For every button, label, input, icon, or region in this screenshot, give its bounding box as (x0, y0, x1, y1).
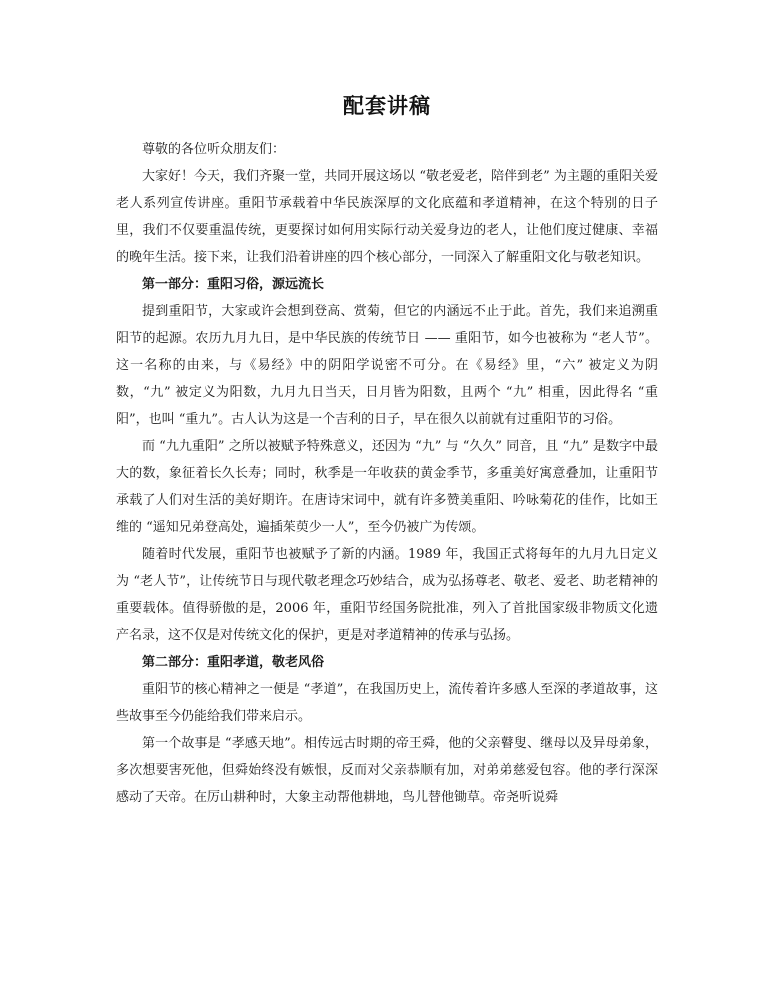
section-2-paragraph: 第一个故事是 “孝感天地”。相传远古时期的帝王舜，他的父亲瞽叟、继母以及异母弟象，多次想要害死他，但舜始终没有嫉恨，反而对父亲恭顺有加，对弟弟慈爱包容。他的孝行深深感动了天帝。在厉山耕种时，大象主动帮他耕地，鸟儿替他锄草。帝尧听说舜 (116, 736, 658, 805)
intro-paragraph: 大家好！今天，我们齐聚一堂，共同开展这场以 “敬老爱老，陪伴到老” 为主题的重阳关爱老人系列宣传讲座。重阳节承载着中华民族深厚的文化底蕴和孝道精神，在这个特别的日子里，我们不仅要重温传统，更要探讨如何用实际行动关爱身边的老人，让他们度过健康、幸福的晚年生活。接下来，让我们沿着讲座的四个核心部分，一同深入了解重阳文化与敬老知识。 (116, 169, 658, 265)
section-2-heading: 第二部分：重阳孝道，敬老风俗 (142, 655, 325, 670)
document-title: 配套讲稿 (343, 93, 431, 118)
section-1-heading: 第一部分：重阳习俗，源远流长 (142, 277, 325, 292)
greeting: 尊敬的各位听众朋友们： (142, 142, 286, 157)
section-1-paragraph: 提到重阳节，大家或许会想到登高、赏菊，但它的内涵远不止于此。首先，我们来追溯重阳节的起源。农历九月九日，是中华民族的传统节日 —— 重阳节，如今也被称为 “老人节”。这一名称的由来，与《易经》中的阴阳学说密不可分。在《易经》里，“六” 被定义为阴数，“九” 被定义为阳数，九月九日当天，日月皆为阳数，且两个 “九” 相重，因此得名 “重阳”，也叫 “重九”。古人认为这是一个吉利的日子，早在很久以前就有过重阳节的习俗。 (116, 304, 658, 427)
section-1-paragraph: 随着时代发展，重阳节也被赋予了新的内涵。1989 年，我国正式将每年的九月九日定义为 “老人节”，让传统节日与现代敬老理念巧妙结合，成为弘扬尊老、敬老、爱老、助老精神的重要载体。值得骄傲的是，2006 年，重阳节经国务院批准，列入了首批国家级非物质文化遗产名录，这不仅是对传统文化的保护，更是对孝道精神的传承与弘扬。 (116, 547, 658, 643)
section-2-paragraph: 重阳节的核心精神之一便是 “孝道”，在我国历史上，流传着许多感人至深的孝道故事，这些故事至今仍能给我们带来启示。 (116, 682, 658, 724)
section-1-paragraph: 而 “九九重阳” 之所以被赋予特殊意义，还因为 “九” 与 “久久” 同音，且 “九” 是数字中最大的数，象征着长久长寿；同时，秋季是一年收获的黄金季节，多重美好寓意叠加，让重阳节承载了人们对生活的美好期许。在唐诗宋词中，就有许多赞美重阳、吟咏菊花的佳作，比如王维的 “遥知兄弟登高处，遍插茱萸少一人”，至今仍被广为传颂。 (116, 439, 658, 535)
